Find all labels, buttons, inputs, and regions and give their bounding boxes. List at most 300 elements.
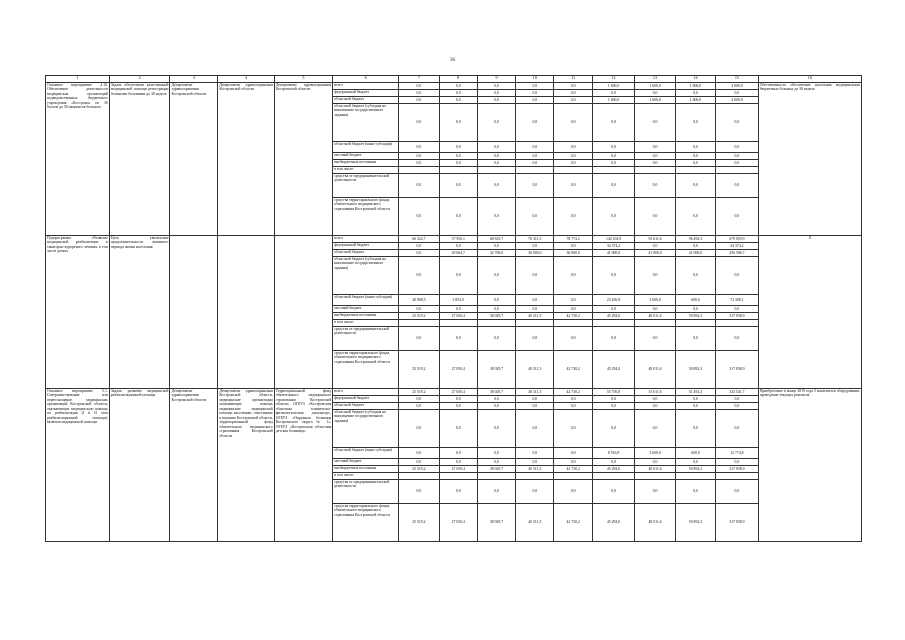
funding-source-label: в том числе: [333, 473, 399, 480]
amount-cell: 0,0 [675, 90, 715, 97]
amount-cell: 40 311,5 [516, 466, 554, 473]
header-cell-14: 14 [675, 76, 715, 83]
section-2-col-1: Подпрограмма «Развитие медицинской реабилитации и санаторно-курортного лечения, в том числе детям» [46, 236, 110, 389]
amount-cell: 1 600,0 [635, 97, 675, 104]
amount-cell: 0,0 [399, 83, 439, 90]
amount-cell [592, 320, 635, 327]
amount-cell: 0,0 [716, 480, 759, 504]
amount-cell: 0,0 [554, 90, 592, 97]
amount-cell: 0,0 [516, 448, 554, 459]
table-row [46, 236, 862, 243]
funding-source-label: областной бюджет (субсидия на выполнение государственного задания) [333, 104, 399, 142]
funding-source-label: областной бюджет (иные субсидии) [333, 448, 399, 459]
header-cell-11: 11 [554, 76, 592, 83]
funding-source-label: областной бюджет (субсидия на выполнение государственного задания) [333, 410, 399, 448]
amount-cell: 23 456,8 [592, 295, 635, 306]
amount-cell: 0,0 [439, 90, 477, 97]
amount-cell: 317 838,9 [716, 351, 759, 389]
amount-cell: 0,0 [716, 410, 759, 448]
amount-cell: 0,0 [716, 459, 759, 466]
amount-cell: 3 600,0 [635, 295, 675, 306]
amount-cell: 40 808,5 [399, 295, 439, 306]
amount-cell [592, 473, 635, 480]
amount-cell [675, 167, 715, 174]
amount-cell: 0,0 [477, 198, 515, 236]
amount-cell: 0,0 [399, 306, 439, 313]
amount-cell: 0,0 [516, 480, 554, 504]
amount-cell: 50 892,3 [675, 351, 715, 389]
amount-cell: 0,0 [439, 306, 477, 313]
header-cell-1: 1 [46, 76, 110, 83]
amount-cell: 48 011,6 [635, 504, 675, 542]
amount-cell: 0,0 [477, 153, 515, 160]
amount-cell: 0,0 [554, 97, 592, 104]
amount-cell: 0,0 [554, 142, 592, 153]
amount-cell: 0,0 [675, 243, 715, 250]
amount-cell [554, 473, 592, 480]
amount-cell: 0,0 [477, 243, 515, 250]
amount-cell: 0,0 [554, 403, 592, 410]
amount-cell: 144 104,8 [592, 236, 635, 243]
amount-cell: 0,0 [554, 480, 592, 504]
amount-cell: 0,0 [399, 396, 439, 403]
amount-cell: 40 311,5 [516, 313, 554, 320]
amount-cell: 27 050,4 [439, 313, 477, 320]
amount-cell: 0,0 [477, 306, 515, 313]
amount-cell: 0,0 [477, 104, 515, 142]
header-cell-6: 6 [333, 76, 399, 83]
amount-cell: 40 311,5 [516, 351, 554, 389]
amount-cell [439, 473, 477, 480]
amount-cell: 0,0 [399, 480, 439, 504]
amount-cell: 38 029,7 [477, 313, 515, 320]
amount-cell: 3 853,0 [439, 295, 477, 306]
amount-cell: 0,0 [675, 459, 715, 466]
amount-cell: 0,0 [554, 174, 592, 198]
amount-cell: 0,0 [477, 174, 515, 198]
amount-cell: 0,0 [516, 160, 554, 167]
funding-source-label: средства от предпринимательской деятельности [333, 327, 399, 351]
amount-cell: 4 800,0 [716, 83, 759, 90]
header-cell-8: 8 [439, 76, 477, 83]
amount-cell: 0,0 [675, 396, 715, 403]
amount-cell: 0,0 [675, 104, 715, 142]
amount-cell: 0,0 [516, 295, 554, 306]
amount-cell: 34 374,2 [716, 243, 759, 250]
amount-cell: 0,0 [399, 327, 439, 351]
section-1-col-1: Основное мероприятие 4.10. Обеспечение деятельности медицинских организаций подведомственных бюджетного учреждения «Кострома» по 30 баллов до 30 пациентов больного [46, 83, 110, 236]
amount-cell: 32 706,0 [477, 250, 515, 257]
funding-source-label: внебюджетные источники [333, 160, 399, 167]
header-cell-13: 13 [635, 76, 675, 83]
amount-cell: 92 611,6 [635, 236, 675, 243]
amount-cell: 0,0 [477, 142, 515, 153]
amount-cell [516, 320, 554, 327]
amount-cell: 27 050,4 [439, 466, 477, 473]
header-cell-4: 4 [218, 76, 274, 83]
amount-cell: 0,0 [675, 410, 715, 448]
funding-source-label: средства от предпринимательской деятельности [333, 480, 399, 504]
amount-cell: 0,0 [399, 257, 439, 295]
amount-cell: 0,0 [716, 257, 759, 295]
header-cell-9: 9 [477, 76, 515, 83]
funding-source-label: областной бюджет (иные субсидии) [333, 142, 399, 153]
amount-cell: 0,0 [675, 153, 715, 160]
amount-cell: 50 892,3 [675, 313, 715, 320]
header-cell-16: 16 [758, 76, 861, 83]
amount-cell: 0,0 [516, 174, 554, 198]
amount-cell: 0,0 [439, 104, 477, 142]
amount-cell: 45 294,0 [592, 351, 635, 389]
amount-cell: 600,0 [675, 295, 715, 306]
amount-cell: 0,0 [439, 448, 477, 459]
funding-source-label: средства территориального фонда обязательного медицинского страхования Костромской области [333, 351, 399, 389]
amount-cell: 0,0 [716, 306, 759, 313]
amount-cell: 0,0 [439, 142, 477, 153]
amount-cell: 34 374,2 [592, 243, 635, 250]
header-cell-12: 12 [592, 76, 635, 83]
amount-cell: 0,0 [516, 327, 554, 351]
amount-cell: 0,0 [716, 198, 759, 236]
amount-cell: 0,0 [592, 459, 635, 466]
section-2-col-4 [218, 236, 274, 389]
funding-source-label: всего [333, 83, 399, 90]
amount-cell: 0,0 [516, 306, 554, 313]
amount-cell: 0,0 [477, 448, 515, 459]
amount-cell: 40 311,5 [516, 389, 554, 396]
amount-cell [399, 320, 439, 327]
amount-cell: 0,0 [477, 480, 515, 504]
amount-cell: 0,0 [439, 410, 477, 448]
amount-cell: 0,0 [516, 396, 554, 403]
amount-cell: 0,0 [399, 448, 439, 459]
amount-cell: 317 838,9 [716, 313, 759, 320]
amount-cell: 0,0 [635, 396, 675, 403]
amount-cell: 41 000,0 [675, 250, 715, 257]
amount-cell: 0,0 [439, 480, 477, 504]
amount-cell: 0,0 [635, 327, 675, 351]
amount-cell [554, 167, 592, 174]
amount-cell: 0,0 [399, 174, 439, 198]
section-1-result: Обеспеченность обеспечение населения медицинскими бюджетных больных до 30 недель [758, 83, 861, 236]
amount-cell: 0,0 [592, 410, 635, 448]
amount-cell: 0,0 [554, 327, 592, 351]
amount-cell: 0,0 [477, 459, 515, 466]
amount-cell: 0,0 [592, 306, 635, 313]
amount-cell: 0,0 [516, 198, 554, 236]
amount-cell: 600,0 [675, 448, 715, 459]
amount-cell: 0,0 [399, 97, 439, 104]
amount-cell: 8 516,8 [592, 448, 635, 459]
amount-cell: 51 492,3 [675, 389, 715, 396]
amount-cell: 0,0 [635, 480, 675, 504]
amount-cell: 0,0 [554, 396, 592, 403]
amount-cell: 36 000,0 [516, 250, 554, 257]
funding-source-label: всего [333, 389, 399, 396]
table-row [46, 83, 862, 90]
amount-cell [399, 473, 439, 480]
amount-cell: 0,0 [516, 90, 554, 97]
amount-cell: 0,0 [592, 160, 635, 167]
amount-cell: 0,0 [716, 142, 759, 153]
amount-cell: 0,0 [399, 243, 439, 250]
section-3-col-1: Основное мероприятие 5.1. Совершенствование или переоснащение медицинских организаций Костромской области, оказывающих медицинскую помощь по реабилитации (I и II этап реабилитационной помощи), включая медицинской помощи [46, 389, 110, 542]
funding-source-label: федеральный бюджет [333, 90, 399, 97]
amount-cell: 0,0 [592, 198, 635, 236]
header-cell-2: 2 [109, 76, 170, 83]
amount-cell: 48 011,6 [635, 313, 675, 320]
amount-cell: 0,0 [439, 396, 477, 403]
amount-cell: 0,0 [439, 83, 477, 90]
funding-source-label: областной бюджет [333, 250, 399, 257]
amount-cell: 0,0 [592, 153, 635, 160]
amount-cell: 0,0 [516, 403, 554, 410]
amount-cell: 0,0 [477, 327, 515, 351]
amount-cell [635, 320, 675, 327]
amount-cell: 0,0 [516, 257, 554, 295]
amount-cell: 0,0 [554, 295, 592, 306]
amount-cell: 0,0 [554, 160, 592, 167]
amount-cell: 0,0 [516, 83, 554, 90]
funding-source-label: областной бюджет [333, 403, 399, 410]
amount-cell: 25 519,2 [399, 466, 439, 473]
amount-cell: 51 611,6 [635, 389, 675, 396]
amount-cell: 0,0 [675, 480, 715, 504]
funding-source-label: областной бюджет (субсидия на выполнение государственного задания) [333, 257, 399, 295]
amount-cell: 0,0 [399, 142, 439, 153]
amount-cell: 36 000,0 [554, 250, 592, 257]
amount-cell [716, 167, 759, 174]
amount-cell: 42 730,2 [554, 351, 592, 389]
amount-cell: 3 600,0 [635, 448, 675, 459]
amount-cell: 38 029,7 [477, 389, 515, 396]
amount-cell: 96 492,3 [675, 236, 715, 243]
header-cell-10: 10 [516, 76, 554, 83]
amount-cell: 0,0 [477, 295, 515, 306]
amount-cell: 0,0 [635, 243, 675, 250]
amount-cell: 0,0 [554, 104, 592, 142]
amount-cell: 0,0 [716, 104, 759, 142]
header-cell-5: 5 [274, 76, 333, 83]
funding-source-label: местный бюджет [333, 153, 399, 160]
amount-cell: 0,0 [439, 198, 477, 236]
amount-cell: 0,0 [635, 257, 675, 295]
amount-cell: 1 600,0 [635, 83, 675, 90]
amount-cell: 42 730,2 [554, 466, 592, 473]
amount-cell: 0,0 [675, 257, 715, 295]
amount-cell: 0,0 [592, 174, 635, 198]
amount-cell: 0,0 [516, 97, 554, 104]
amount-cell: 679 059,9 [716, 236, 759, 243]
amount-cell: 1 600,0 [675, 97, 715, 104]
amount-cell: 0,0 [635, 403, 675, 410]
amount-cell: 0,0 [399, 104, 439, 142]
amount-cell: 0,0 [399, 153, 439, 160]
amount-cell: 0,0 [675, 327, 715, 351]
funding-source-label: федеральный бюджет [333, 396, 399, 403]
amount-cell: 25 519,2 [399, 389, 439, 396]
amount-cell [592, 167, 635, 174]
amount-cell: 333 541,7 [716, 389, 759, 396]
amount-cell: 0,0 [439, 403, 477, 410]
amount-cell: 0,0 [477, 396, 515, 403]
amount-cell: 0,0 [554, 198, 592, 236]
amount-cell [675, 320, 715, 327]
amount-cell: 0,0 [592, 396, 635, 403]
amount-cell: 0,0 [675, 142, 715, 153]
amount-cell: 0,0 [439, 243, 477, 250]
amount-cell: 0,0 [477, 90, 515, 97]
amount-cell: 0,0 [399, 410, 439, 448]
section-1-col-5: Департамент здравоохранения Костромской области [274, 83, 333, 236]
amount-cell: 76 311,5 [516, 236, 554, 243]
header-cell-7: 7 [399, 76, 439, 83]
amount-cell: 0,0 [635, 104, 675, 142]
amount-cell: 0,0 [716, 396, 759, 403]
amount-cell: 0,0 [399, 198, 439, 236]
amount-cell: 41 000,0 [592, 250, 635, 257]
amount-cell: 0,0 [635, 160, 675, 167]
amount-cell: 0,0 [477, 403, 515, 410]
amount-cell: 0,0 [516, 410, 554, 448]
amount-cell: 0,0 [592, 480, 635, 504]
amount-cell: 0,0 [554, 448, 592, 459]
section-2-col-2: Цель увеличение продолжительности активного периода жизни населения [109, 236, 170, 389]
amount-cell: 0,0 [635, 90, 675, 97]
header-row [46, 76, 862, 83]
amount-cell: 45 294,0 [592, 313, 635, 320]
amount-cell: 45 294,0 [592, 466, 635, 473]
amount-cell: 0,0 [399, 403, 439, 410]
amount-cell: 317 838,9 [716, 466, 759, 473]
section-2-col-3 [170, 236, 218, 389]
amount-cell: 0,0 [554, 243, 592, 250]
amount-cell: 72 308,1 [716, 295, 759, 306]
amount-cell: 0,0 [592, 257, 635, 295]
amount-cell [716, 473, 759, 480]
funding-source-label: в том числе: [333, 167, 399, 174]
amount-cell: 0,0 [439, 174, 477, 198]
amount-cell [399, 167, 439, 174]
amount-cell: 0,0 [635, 198, 675, 236]
amount-cell: 0,0 [635, 142, 675, 153]
amount-cell: 0,0 [554, 257, 592, 295]
amount-cell: 38 029,7 [477, 351, 515, 389]
amount-cell: 0,0 [516, 243, 554, 250]
amount-cell: 66 322,7 [399, 236, 439, 243]
section-3-col-4: Департамент здравоохранения Костромской области, медицинские организации оказывающие помощь медицинские медицинской помощи населению, отнесенные к ведению Костромской области, территориальный фонд обязательного медицинского страхования Костромской области [218, 389, 274, 542]
amount-cell: 78 774,2 [554, 236, 592, 243]
amount-cell: 0,0 [716, 403, 759, 410]
amount-cell [439, 320, 477, 327]
amount-cell: 25 519,2 [399, 351, 439, 389]
header-cell-3: 3 [170, 76, 218, 83]
amount-cell: 48 011,6 [635, 466, 675, 473]
amount-cell: 1 600,0 [592, 97, 635, 104]
amount-cell: 0,0 [675, 198, 715, 236]
amount-cell: 0,0 [439, 153, 477, 160]
section-1-col-4: Департамент здравоохранения Костромской области [218, 83, 274, 236]
amount-cell: 0,0 [635, 410, 675, 448]
amount-cell [516, 473, 554, 480]
amount-cell [477, 473, 515, 480]
amount-cell: 41 000,0 [635, 250, 675, 257]
amount-cell: 0,0 [716, 174, 759, 198]
amount-cell: 42 730,2 [554, 313, 592, 320]
amount-cell: 1 600,0 [592, 83, 635, 90]
amount-cell: 0,0 [592, 104, 635, 142]
amount-cell: 0,0 [635, 153, 675, 160]
amount-cell: 0,0 [477, 160, 515, 167]
amount-cell [716, 320, 759, 327]
funding-source-label: всего [333, 236, 399, 243]
amount-cell: 50 892,3 [675, 466, 715, 473]
section-3-result: Приобретение в конце 2019 года 5 комплектов оборудования, проведение текущих ремонтов. [758, 389, 861, 542]
amount-cell: 27 050,4 [439, 389, 477, 396]
funding-source-label: местный бюджет [333, 306, 399, 313]
funding-source-label: областной бюджет [333, 97, 399, 104]
section-1-col-2: Задача обеспечение качественной медицинской помощи регистрации больными болезнями до 30 недель [109, 83, 170, 236]
section-3-col-3: Департамент здравоохранения Костромской области [170, 389, 218, 542]
amount-cell: 0,0 [554, 153, 592, 160]
amount-cell: 0,0 [477, 97, 515, 104]
amount-cell: 38 029,7 [477, 466, 515, 473]
amount-cell: 0,0 [439, 459, 477, 466]
amount-cell: 45 294,0 [592, 504, 635, 542]
amount-cell [675, 473, 715, 480]
section-3-col-5: Территориальный фонд обязательного медицинского страхования Костромской области, ОГБУЗ «Костромская областная клиническо-физиологическая диспансер», ОГБУЗ «Окружная больница Костромского округа № 1», ОГБУЗ «Костромская областная детская больница» [274, 389, 333, 542]
amount-cell: 40 311,5 [516, 504, 554, 542]
amount-cell: 0,0 [554, 410, 592, 448]
amount-cell: 0,0 [554, 459, 592, 466]
amount-cell: 0,0 [439, 327, 477, 351]
amount-cell: 4 800,0 [716, 97, 759, 104]
funding-source-label: средства территориального фонда обязательного медицинского страхования Костромской области [333, 198, 399, 236]
amount-cell: 0,0 [592, 90, 635, 97]
amount-cell: 0,0 [716, 153, 759, 160]
funding-source-label: местный бюджет [333, 459, 399, 466]
funding-source-label: средства от предпринимательской деятельности [333, 174, 399, 198]
amount-cell: 0,0 [716, 327, 759, 351]
amount-cell: 0,0 [592, 403, 635, 410]
amount-cell: 0,0 [554, 83, 592, 90]
amount-cell [477, 167, 515, 174]
amount-cell: 1 600,0 [675, 83, 715, 90]
amount-cell: 25 519,2 [399, 313, 439, 320]
amount-cell [516, 167, 554, 174]
amount-cell: 0,0 [477, 257, 515, 295]
amount-cell: 68 635,7 [477, 236, 515, 243]
amount-cell: 0,0 [516, 104, 554, 142]
funding-source-label: в том числе: [333, 320, 399, 327]
header-cell-15: 15 [716, 76, 759, 83]
table-row [46, 389, 862, 396]
amount-cell: 0,0 [554, 306, 592, 313]
amount-cell: 0,0 [399, 160, 439, 167]
amount-cell: 0,0 [477, 410, 515, 448]
amount-cell: 42 730,2 [554, 504, 592, 542]
funding-source-label: внебюджетные источники [333, 466, 399, 473]
amount-cell: 0,0 [675, 306, 715, 313]
section-3-col-2: Задача: развитие медицинской реабилитационной помощи [109, 389, 170, 542]
amount-cell: 55 750,8 [592, 389, 635, 396]
amount-cell: 0,0 [675, 160, 715, 167]
amount-cell: 317 838,9 [716, 504, 759, 542]
amount-cell: 0,0 [675, 403, 715, 410]
amount-cell: 42 730,2 [554, 389, 592, 396]
amount-cell [635, 167, 675, 174]
amount-cell: 0,0 [516, 459, 554, 466]
